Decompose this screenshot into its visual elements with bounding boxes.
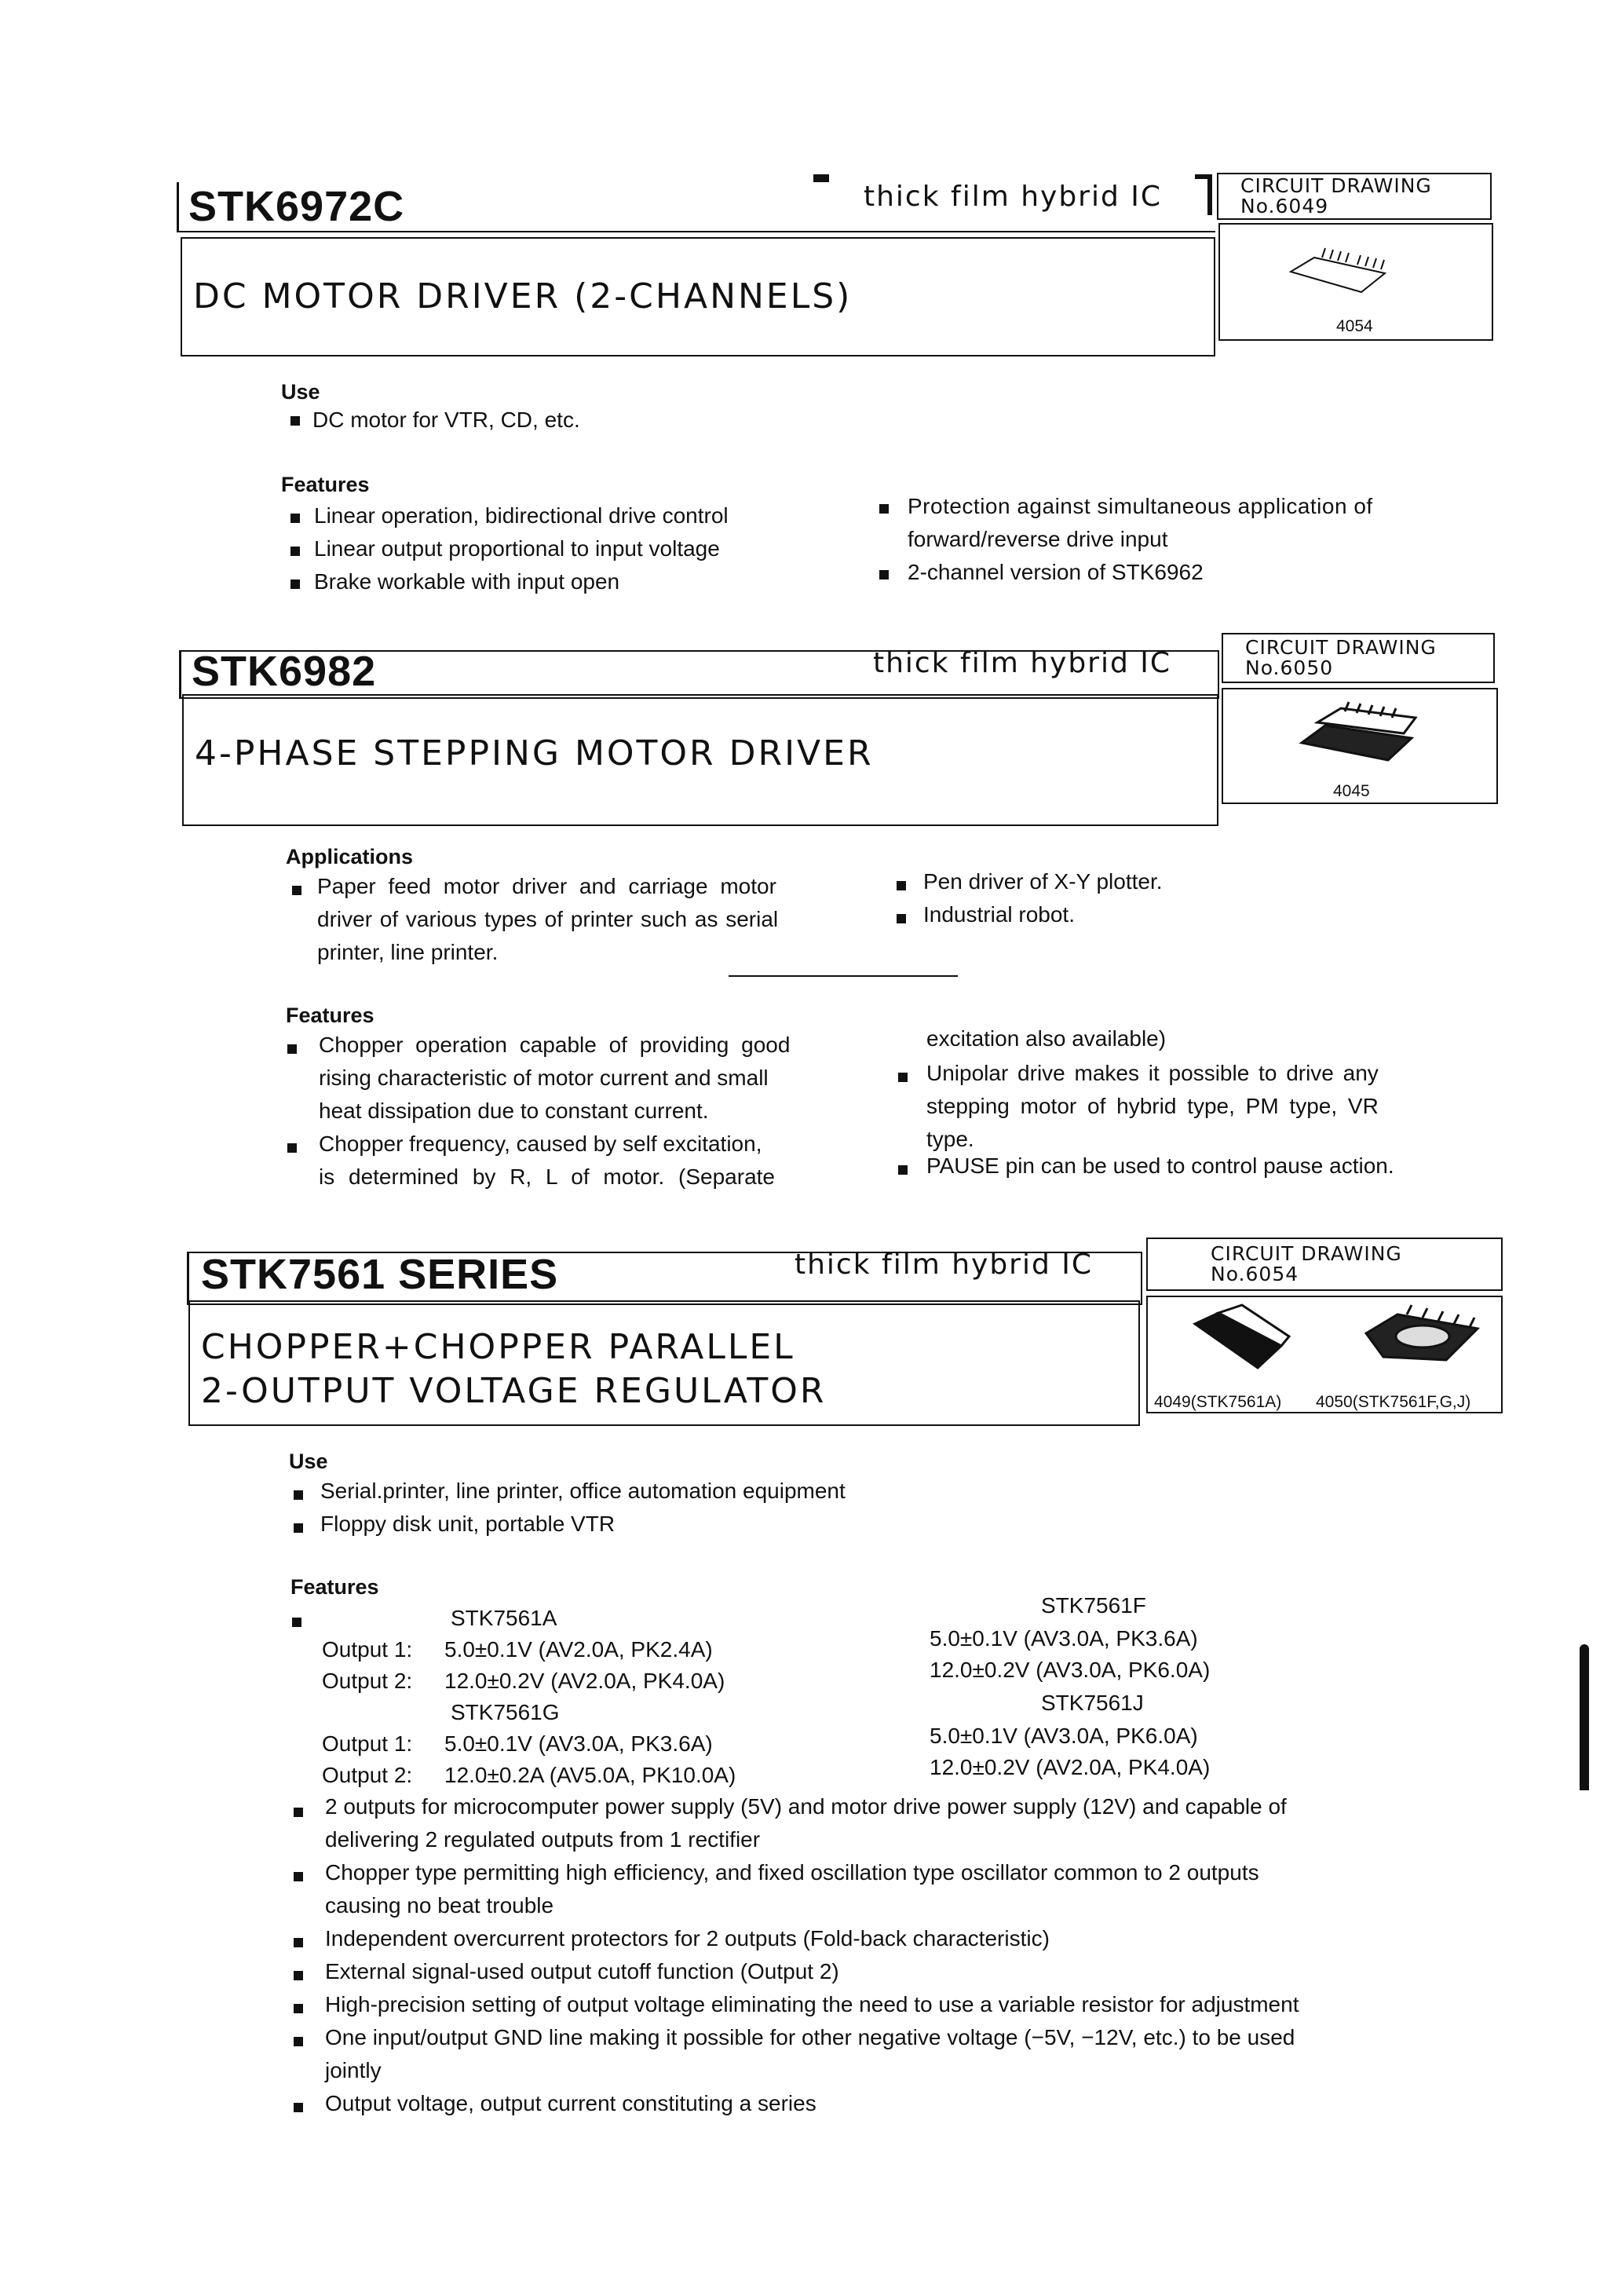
feature-item: Brake workable with input open xyxy=(314,569,620,594)
feature-item: One input/output GND line making it possible for other negative voltage (−5V, −12V, etc.) to be used xyxy=(325,2025,1295,2049)
circuit-drawing-ref xyxy=(1217,173,1492,220)
output-label: Output 2: xyxy=(322,1763,413,1787)
bullet xyxy=(898,1073,908,1082)
output-spec: 12.0±0.2V (AV3.0A, PK6.0A) xyxy=(930,1658,1211,1682)
bullet xyxy=(897,914,906,923)
bullet xyxy=(294,2004,303,2013)
output-spec: 5.0±0.1V (AV3.0A, PK3.6A) xyxy=(444,1731,713,1756)
technology-label: thick film hybrid IC xyxy=(795,1249,1094,1281)
feature-item: 2-channel version of STK6962 xyxy=(908,560,1204,584)
feature-item: Chopper frequency, caused by self excitation, xyxy=(319,1132,762,1156)
package-number: 4045 xyxy=(1333,782,1370,800)
circuit-drawing-number: No.6049 xyxy=(1240,195,1329,218)
application-item: Paper feed motor driver and carriage motor xyxy=(317,874,776,898)
output-spec: 12.0±0.2V (AV2.0A, PK4.0A) xyxy=(930,1755,1211,1779)
feature-item-continued: excitation also available) xyxy=(926,1026,1167,1051)
bullet xyxy=(294,2103,303,2112)
output-spec: 5.0±0.1V (AV2.0A, PK2.4A) xyxy=(444,1637,713,1662)
circuit-drawing-label: CIRCUIT DRAWING xyxy=(1240,174,1432,197)
separator-line xyxy=(729,975,958,977)
bracket-mark xyxy=(1207,174,1212,215)
part-number: STK7561 SERIES xyxy=(201,1251,559,1298)
feature-item: Output voltage, output current constituting a series xyxy=(325,2091,816,2115)
feature-item: 2 outputs for microcomputer power supply (5V) and motor drive power supply (12V) and capable of xyxy=(325,1794,1287,1819)
feature-item-continued: rising characteristic of motor current and small xyxy=(319,1066,769,1090)
circuit-drawing-label: CIRCUIT DRAWING xyxy=(1245,636,1437,659)
application-item-continued: printer, line printer. xyxy=(317,940,499,964)
use-heading: Use xyxy=(289,1450,328,1473)
package-box xyxy=(1146,1296,1503,1413)
feature-item: External signal-used output cutoff function (Output 2) xyxy=(325,1959,839,1983)
circuit-drawing-ref xyxy=(1146,1238,1503,1291)
feature-item: Linear output proportional to input voltage xyxy=(314,536,720,561)
application-item-continued: driver of various types of printer such as serial xyxy=(317,907,779,931)
package-number: 4054 xyxy=(1336,317,1373,335)
package-box xyxy=(1222,688,1498,804)
feature-item: Chopper operation capable of providing good xyxy=(319,1033,791,1057)
model-name: STK7561G xyxy=(451,1700,560,1724)
bullet xyxy=(292,1618,301,1627)
package-drawing-icon xyxy=(1148,1297,1501,1391)
output-spec: 12.0±0.2A (AV5.0A, PK10.0A) xyxy=(444,1763,736,1787)
description: 4-PHASE STEPPING MOTOR DRIVER xyxy=(195,733,874,773)
bullet xyxy=(879,570,889,579)
features-heading: Features xyxy=(286,1004,374,1027)
bullet xyxy=(294,1872,303,1881)
feature-item: High-precision setting of output voltage eliminating the need to use a variable resistor for adjustment xyxy=(325,1992,1299,2016)
feature-item-continued: causing no beat trouble xyxy=(325,1893,554,1918)
bullet xyxy=(294,2037,303,2046)
package-drawing-icon xyxy=(1220,231,1492,309)
features-heading: Features xyxy=(290,1575,379,1599)
use-item: Floppy disk unit, portable VTR xyxy=(320,1512,616,1536)
feature-item: Independent overcurrent protectors for 2 outputs (Fold-back characteristic) xyxy=(325,1926,1050,1951)
model-name: STK7561J xyxy=(1041,1691,1144,1715)
feature-item: Chopper type permitting high efficiency, and fixed oscillation type oscillator common to 2 outputs xyxy=(325,1860,1259,1885)
description-box xyxy=(181,237,1215,356)
features-heading: Features xyxy=(281,473,370,496)
feature-item-continued: stepping motor of hybrid type, PM type, VR xyxy=(926,1094,1379,1118)
feature-item-continued: jointly xyxy=(325,2058,382,2082)
bullet xyxy=(294,1523,303,1533)
feature-item: Protection against simultaneous application of xyxy=(908,494,1373,518)
circuit-drawing-ref xyxy=(1222,633,1495,683)
bullet xyxy=(287,1143,297,1153)
output-label: Output 1: xyxy=(322,1637,413,1662)
description-line-2: 2-OUTPUT VOLTAGE REGULATOR xyxy=(201,1371,827,1411)
bullet xyxy=(290,579,300,589)
bullet xyxy=(897,881,906,890)
description: DC MOTOR DRIVER (2-CHANNELS) xyxy=(193,276,853,316)
application-item: Pen driver of X-Y plotter. xyxy=(923,869,1163,894)
circuit-drawing-number: No.6054 xyxy=(1211,1263,1299,1285)
output-label: Output 2: xyxy=(322,1669,413,1693)
circuit-drawing-number: No.6050 xyxy=(1245,656,1334,679)
bullet xyxy=(290,514,300,523)
bullet xyxy=(292,886,301,895)
feature-item-continued: is determined by R, L of motor. (Separate xyxy=(319,1164,775,1189)
application-item: Industrial robot. xyxy=(923,902,1075,927)
model-name: STK7561F xyxy=(1041,1593,1146,1618)
binding-tab-mark xyxy=(1580,1644,1589,1790)
bullet xyxy=(294,1938,303,1947)
package-drawing-icon xyxy=(1223,694,1496,773)
feature-item-continued: forward/reverse drive input xyxy=(908,527,1168,551)
package-box xyxy=(1218,223,1493,341)
bullet xyxy=(290,416,300,426)
circuit-drawing-label: CIRCUIT DRAWING xyxy=(1211,1242,1402,1265)
description-box xyxy=(182,694,1218,826)
bullet xyxy=(287,1044,297,1054)
feature-item-continued: heat dissipation due to constant current. xyxy=(319,1099,709,1123)
part-number: STK6982 xyxy=(192,648,377,695)
output-label: Output 1: xyxy=(322,1731,413,1756)
output-spec: 12.0±0.2V (AV2.0A, PK4.0A) xyxy=(444,1669,725,1693)
technology-label: thick film hybrid IC xyxy=(873,647,1172,679)
description-line-1: CHOPPER+CHOPPER PARALLEL xyxy=(201,1327,795,1367)
output-spec: 5.0±0.1V (AV3.0A, PK6.0A) xyxy=(930,1724,1198,1748)
feature-item-continued: delivering 2 regulated outputs from 1 rectifier xyxy=(325,1827,761,1852)
feature-item: PAUSE pin can be used to control pause action. xyxy=(926,1153,1394,1178)
use-item: DC motor for VTR, CD, etc. xyxy=(312,408,580,432)
model-name: STK7561A xyxy=(451,1606,557,1630)
bullet xyxy=(898,1165,908,1175)
use-heading: Use xyxy=(281,380,320,404)
bullet xyxy=(879,504,889,514)
applications-heading: Applications xyxy=(286,845,414,868)
description-box xyxy=(188,1300,1140,1426)
feature-item: Linear operation, bidirectional drive control xyxy=(314,503,729,528)
bullet xyxy=(294,1490,303,1500)
use-item: Serial.printer, line printer, office automation equipment xyxy=(320,1479,846,1503)
feature-item: Unipolar drive makes it possible to drive any xyxy=(926,1061,1379,1085)
package-number: 4049(STK7561A) xyxy=(1154,1393,1282,1411)
part-number: STK6972C xyxy=(188,183,405,230)
bullet xyxy=(294,1971,303,1980)
bullet xyxy=(290,547,300,556)
bullet xyxy=(294,1808,303,1817)
technology-label: thick film hybrid IC xyxy=(864,181,1163,213)
package-number: 4050(STK7561F,G,J) xyxy=(1316,1393,1471,1411)
feature-item-continued: type. xyxy=(926,1127,974,1151)
registration-mark xyxy=(813,174,829,182)
output-spec: 5.0±0.1V (AV3.0A, PK3.6A) xyxy=(930,1626,1198,1651)
